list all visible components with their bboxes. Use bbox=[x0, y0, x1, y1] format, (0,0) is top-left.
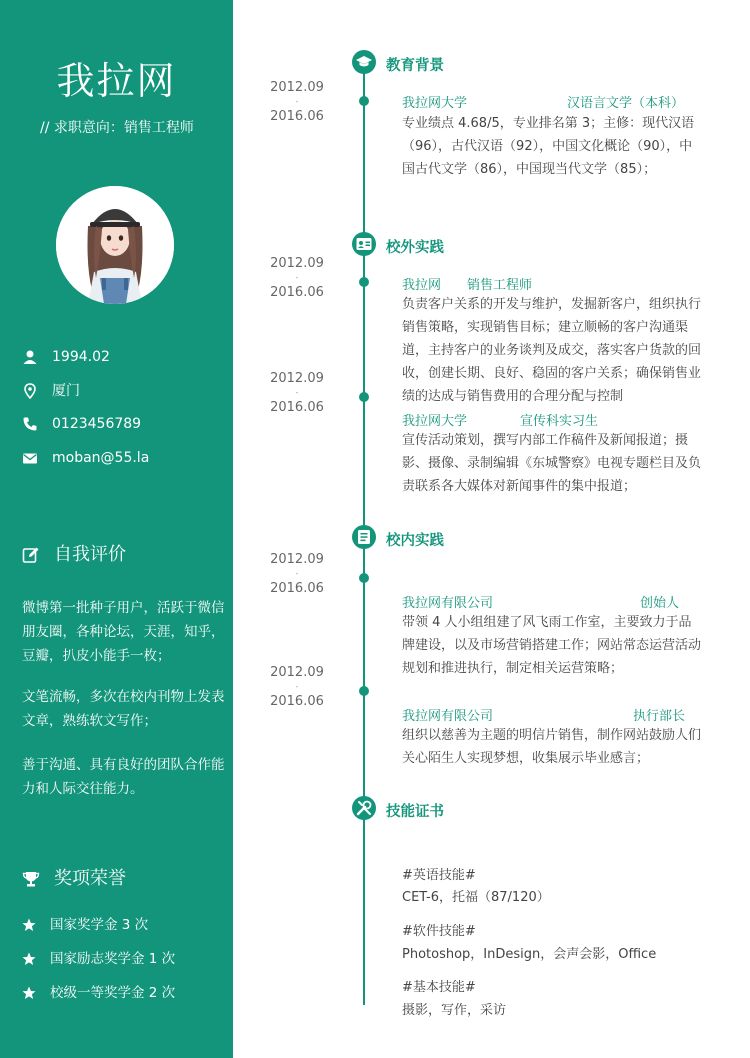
timeline-dot bbox=[359, 686, 369, 696]
education-dates: 2012.09 - 2016.06 bbox=[270, 80, 324, 124]
internal-dates-1: 2012.09 - 2016.06 bbox=[270, 552, 324, 596]
internal-role-2: 执行部长 bbox=[633, 709, 686, 724]
education-major: 汉语言文学（本科） bbox=[567, 96, 685, 111]
external-org-1: 我拉网 bbox=[402, 278, 442, 293]
external-badge bbox=[352, 232, 376, 256]
trophy-icon bbox=[22, 870, 40, 888]
timeline-dot bbox=[359, 392, 369, 402]
skill-value: 摄影，写作，采访 bbox=[402, 1003, 507, 1018]
internal-detail-1: 带领 4 人小组组建了风飞雨工作室，主要致力于品牌建设，以及市场营销搭建工作；网站常态运营活动规划和推进执行，制定相关运营策略； bbox=[402, 615, 702, 676]
skills-title: 技能证书 bbox=[386, 804, 444, 820]
tools-icon bbox=[356, 800, 372, 816]
star-icon bbox=[22, 952, 36, 966]
education-school: 我拉网大学 bbox=[402, 96, 468, 111]
job-intent: // 求职意向：销售工程师 bbox=[40, 120, 194, 136]
location-pin-icon bbox=[22, 383, 38, 399]
external-org-2: 我拉网大学 bbox=[402, 414, 468, 429]
awards-title: 奖项荣誉 bbox=[54, 868, 126, 889]
self-eval-title: 自我评价 bbox=[54, 544, 126, 565]
timeline-dot bbox=[359, 277, 369, 287]
avatar bbox=[56, 186, 174, 304]
timeline-dot bbox=[359, 573, 369, 583]
internal-dates-2: 2012.09 - 2016.06 bbox=[270, 665, 324, 709]
star-icon bbox=[22, 918, 36, 932]
person-icon bbox=[22, 349, 38, 365]
timeline-dot bbox=[359, 96, 369, 106]
internal-role-1: 创始人 bbox=[640, 596, 680, 611]
education-title: 教育背景 bbox=[386, 58, 444, 74]
external-role-1: 销售工程师 bbox=[467, 278, 533, 293]
internal-org-2: 我拉网有限公司 bbox=[402, 709, 494, 724]
education-badge bbox=[352, 50, 376, 74]
skill-value: Photoshop，InDesign，会声会影，Office bbox=[402, 947, 657, 962]
internal-title: 校内实践 bbox=[386, 533, 444, 549]
internal-badge bbox=[352, 525, 376, 549]
email[interactable]: moban@55.la bbox=[52, 450, 150, 466]
internal-detail-2: 组织以慈善为主题的明信片销售，制作网站鼓励人们关心陌生人实现梦想，收集展示毕业感言； bbox=[402, 728, 702, 766]
sidebar: 我拉网 // 求职意向：销售工程师 1994.02 厦门 0123456789 moban@55.la 自我评价 微博第一批种子用户，活跃于微信朋友圈，各种论坛，天涯，知乎，豆瓣，扒皮小能手一枚； 文笔流畅，多次在校内刊物上发表文章，熟练软文写作； 善于沟通、具有良好的团队合作能力和人际交往能力。 奖项荣誉 国家奖学金 3 次 国家励志奖学金 1 次 校级一等奖学金 2 次 bbox=[0, 0, 233, 1058]
skill-head: #基本技能# bbox=[402, 980, 476, 995]
skills-badge bbox=[352, 796, 376, 820]
internal-org-1: 我拉网有限公司 bbox=[402, 596, 494, 611]
phone: 0123456789 bbox=[52, 416, 142, 432]
birth-date: 1994.02 bbox=[52, 349, 110, 365]
self-eval-paragraph: 微博第一批种子用户，活跃于微信朋友圈，各种论坛，天涯，知乎，豆瓣，扒皮小能手一枚； bbox=[22, 600, 225, 664]
skill-value: CET-6，托福（87/120） bbox=[402, 890, 550, 905]
external-dates-2: 2012.09 - 2016.06 bbox=[270, 371, 324, 415]
external-dates-1: 2012.09 - 2016.06 bbox=[270, 256, 324, 300]
external-role-2: 宣传科实习生 bbox=[520, 414, 599, 429]
avatar-illustration bbox=[56, 186, 174, 304]
document-icon bbox=[356, 529, 372, 545]
self-eval-paragraph: 文笔流畅，多次在校内刊物上发表文章，熟练软文写作； bbox=[22, 689, 225, 729]
skill-head: #英语技能# bbox=[402, 868, 476, 883]
external-detail-1: 负责客户关系的开发与维护，发掘新客户，组织执行销售策略，实现销售目标；建立顺畅的客户沟通渠道，主持客户的业务谈判及成交，落实客户货款的回收，创建长期、良好、稳固的客户关系；确保销售业绩的达成与销售费用的合理分配与控制 bbox=[402, 297, 702, 404]
mail-icon bbox=[22, 450, 38, 466]
star-icon bbox=[22, 986, 36, 1000]
external-title: 校外实践 bbox=[386, 240, 444, 256]
id-card-icon bbox=[356, 236, 372, 252]
external-detail-2: 宣传活动策划，撰写内部工作稿件及新闻报道；摄影、摄像、录制编辑《东城警察》电视专题栏目及负责联系各大媒体对新闻事件的集中报道； bbox=[402, 433, 702, 494]
phone-icon bbox=[22, 416, 38, 432]
self-eval-paragraph: 善于沟通、具有良好的团队合作能力和人际交往能力。 bbox=[22, 757, 225, 797]
education-detail: 专业绩点 4.68/5，专业排名第 3；主修：现代汉语（96），古代汉语（92），中国文化概论（90），中国古代文学（86），中国现当代文学（85）； bbox=[402, 116, 695, 177]
candidate-name: 我拉网 bbox=[56, 59, 177, 103]
edit-icon bbox=[22, 546, 40, 564]
skill-head: #软件技能# bbox=[402, 924, 476, 939]
graduation-cap-icon bbox=[356, 54, 372, 70]
city: 厦门 bbox=[52, 383, 80, 399]
